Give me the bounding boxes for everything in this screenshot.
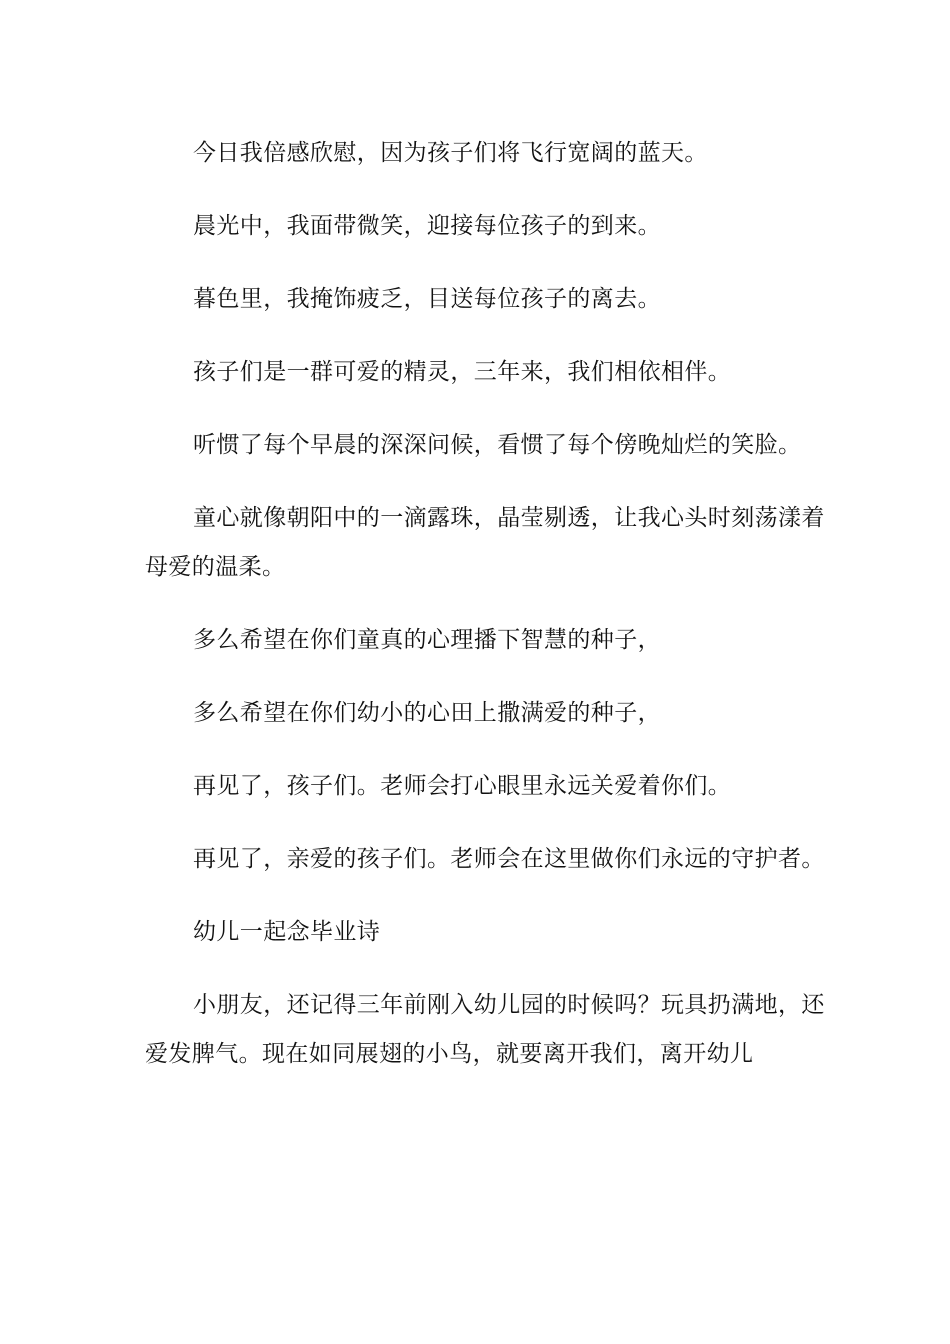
paragraph-3: 暮色里，我掩饰疲乏，目送每位孩子的离去。	[193, 286, 661, 312]
paragraph-6: 童心就像朝阳中的一滴露珠，晶莹剔透，让我心头时刻荡漾着母爱的温柔。	[145, 505, 825, 580]
paragraph-2: 晨光中，我面带微笑，迎接每位孩子的到来。	[193, 213, 661, 239]
paragraph-12: 小朋友，还记得三年前刚入幼儿园的时候吗？玩具扔满地，还爱发脾气。现在如同展翅的小鸟，就要离开我们，离开幼儿	[145, 992, 825, 1067]
paragraph-1: 今日我倍感欣慰，因为孩子们将飞行宽阔的蓝天。	[193, 140, 708, 166]
paragraph-8: 多么希望在你们幼小的心田上撒满爱的种子，	[193, 700, 661, 726]
paragraph-10: 再见了，亲爱的孩子们。老师会在这里做你们永远的守护者。	[193, 846, 825, 872]
document-body	[145, 129, 825, 1103]
paragraph-5: 听惯了每个早晨的深深问候，看惯了每个傍晚灿烂的笑脸。	[193, 432, 802, 458]
paragraph-9: 再见了，孩子们。老师会打心眼里永远关爱着你们。	[193, 773, 732, 799]
section-heading: 幼儿一起念毕业诗	[193, 919, 381, 945]
paragraph-4: 孩子们是一群可爱的精灵，三年来，我们相依相伴。	[193, 359, 732, 385]
paragraph-7: 多么希望在你们童真的心理播下智慧的种子，	[193, 627, 661, 653]
